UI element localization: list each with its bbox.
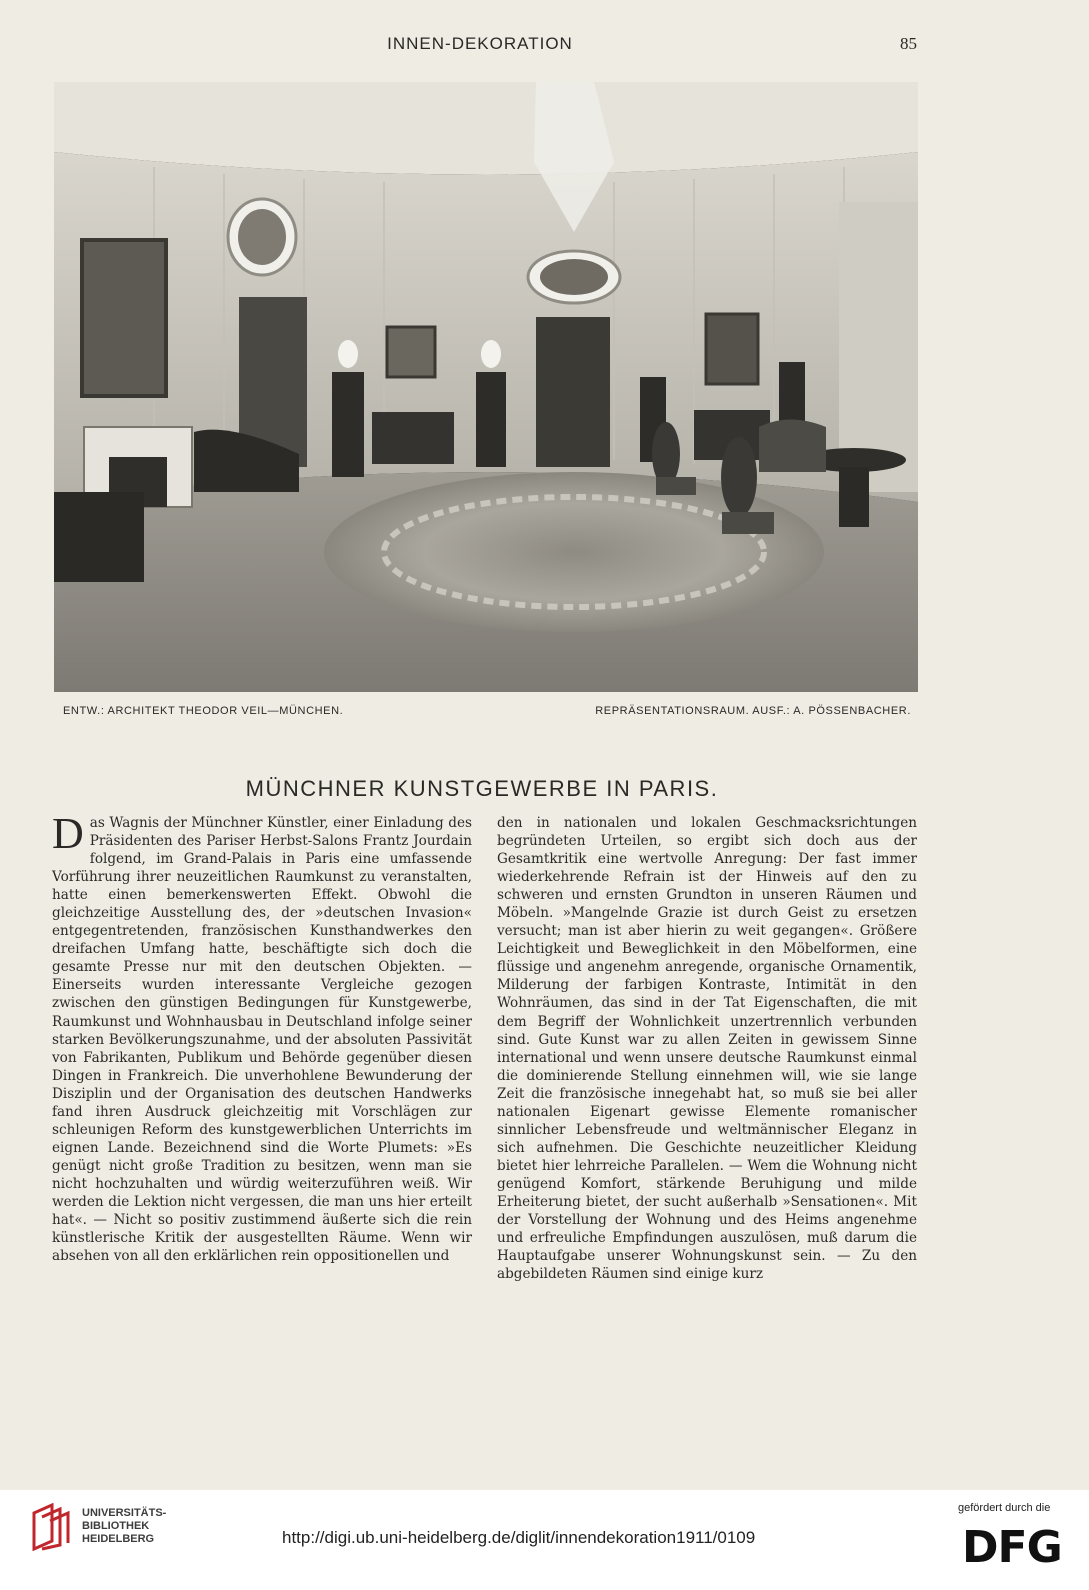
- paragraph: [52, 809, 472, 1265]
- library-line: HEIDELBERG: [82, 1533, 155, 1545]
- funder-label: gefördert durch die: [958, 1502, 1051, 1514]
- article-title: MÜNCHNER KUNSTGEWERBE IN PARIS.: [245, 776, 719, 801]
- paragraph-body: as Wagnis der Münchner Künstler, einer Einladung des Präsidenten des Pariser Herbst-Salons Frantz Jourdain folgend, im Grand-Palais in Paris eine umfassende Vorführung ihrer neuzeitlichen Raumkunst zu veranstalten, hatte einen bemerkenswerten Effekt. Obwohl die gleichzeitige Ausstellung des, der »deutschen Invasion« entgegentretenden, französischen Kunsthandwerkes den dreifachen Umfang hatte, beschäftigte sich doch die gesamte Presse nur mit den deutschen Objekten. — Einerseits wurden interessante Vergleiche gezogen zwischen den günstigen Bedingungen für Kunstgewerbe, Raumkunst und Wohnhausbau in Deutschland infolge seiner starken Bevölkerungszunahme, und der absoluten Passivität von Fabrikanten, Publikum und Behörde gegenüber diesen Dingen in Frankreich. Die unverhohlene Bewunderung der Disziplin und der Organisation des deutschen Handwerks fand ihren Ausdruck gleichzeitig mit Vorschlägen zur schleunigen Reform des kunstgewerblichen Unterrichts im eignen Lande. Bezeichnend sind die Worte Plumets: »Es genügt nicht große Tradition zu besitzen, wenn man sie nicht hochzuhalten und würdig weiterzuführen weiß. Wir werden die Lektion nicht vergessen, die man uns hier erteilt hat«. — Nicht so positiv zustimmend äußerte sich die rein künstlerische Kritik der ausgestellten Räume. Wenn wir absehen von all den erklärlichen rein oppositionellen und: [52, 815, 472, 1265]
- dfg-logo: DFG: [962, 1522, 1062, 1573]
- text-column-left: [52, 809, 472, 1265]
- text-column-right: [497, 814, 917, 1283]
- running-title: INNEN-DEKORATION: [387, 34, 573, 53]
- drop-cap: D: [52, 809, 84, 858]
- page-number: 85: [900, 34, 917, 53]
- source-url-link[interactable]: http://digi.ub.uni-heidelberg.de/diglit/innendekoration1911/0109: [282, 1528, 756, 1547]
- paragraph: den in nationalen und lokalen Geschmacksrichtungen begründeten Urteilen, so ergibt sich doch aus der Gesamtkritik eine wertvolle Anregung: Der fast immer wiederkehrende Refrain ist der Hinweis auf den zu schweren und ernsten Grundton in unseren Räumen und Möbeln. »Mangelnde Grazie ist durch Geist zu ersetzen versucht; man ist aber hierin zu weit gegangen«. Größere Leichtigkeit und Beweglichkeit in den Möbelformen, eine flüssige und angenehm anregende, organische Ornamentik, Milderung der farbigen Kontraste, Intimität in den Wohnräumen, das sind in der Tat Eigenschaften, die mit dem Begriff der Wohnlichkeit unzertrennlich verbunden sind. Gute Kunst war zu allen Zeiten in gewissem Sinne international und wenn unsere deutsche Raumkunst einmal die dominierende Stellung einnehmen will, wie sie lange Zeit die französische innegehabt hat, so muß sie bei aller nationalen Eigenart gewisse Elemente romanischer sinnlicher Lebensfreude und weltmännischer Eleganz in sich aufnehmen. Die Geschichte neuzeitlicher Kleidung bietet hier lehrreiche Parallelen. — Wem die Wohnung nicht genügend Komfort, stärkende Beruhigung und milde Erheiterung bietet, der sucht außerhalb »Sensationen«. Mit der Vorstellung der Wohnung und des Heims angenehme und erfreuliche Empfindungen auszulösen, muß darum die Hauptaufgabe unserer Wohnungskunst sein. — Zu den abgebildeten Räumen sind einige kurz: [497, 815, 917, 1283]
- university-library-name: [82, 1507, 166, 1546]
- library-line: UNIVERSITÄTS-: [82, 1507, 167, 1519]
- photo-caption-left: ENTW.: ARCHITEKT THEODOR VEIL—MÜNCHEN.: [63, 705, 344, 717]
- photo-caption-right: REPRÄSENTATIONSRAUM. AUSF.: A. PÖSSENBACHER.: [595, 705, 911, 717]
- university-library-logo-icon: [30, 1503, 74, 1555]
- library-line: BIBLIOTHEK: [82, 1520, 150, 1532]
- room-photo: [54, 82, 918, 692]
